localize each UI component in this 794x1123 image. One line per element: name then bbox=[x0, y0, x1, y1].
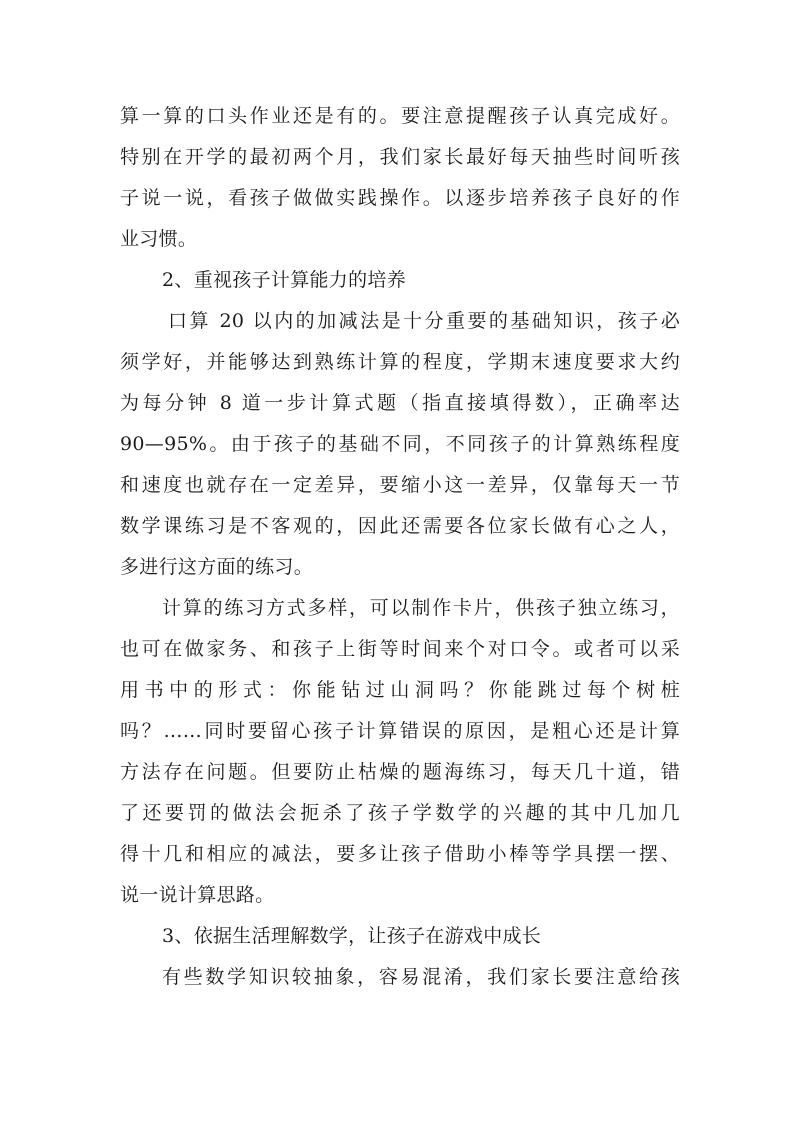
text-line: 也可在做家务、和孩子上街等时间来个对口令。或者可以采 bbox=[120, 638, 680, 660]
text-line: 口算 20 以内的加减法是十分重要的基础知识，孩子必 bbox=[168, 310, 680, 332]
text-line: 业习惯。 bbox=[120, 228, 198, 250]
text-line: 特别在开学的最初两个月，我们家长最好每天抽些时间听孩 bbox=[120, 146, 680, 168]
text-line: 说一说计算思路。 bbox=[120, 884, 275, 906]
text-line: 90—95%。由于孩子的基础不同，不同孩子的计算熟练程度 bbox=[120, 433, 680, 455]
text-line: 计算的练习方式多样，可以制作卡片，供孩子独立练习， bbox=[162, 597, 680, 619]
text-line: 数学课练习是不客观的，因此还需要各位家长做有心之人， bbox=[120, 515, 680, 537]
text-line: 多进行这方面的练习。 bbox=[120, 556, 314, 578]
text-line: 为每分钟 8 道一步计算式题（指直接填得数），正确率达 bbox=[120, 392, 680, 414]
text-line: 算一算的口头作业还是有的。要注意提醒孩子认真完成好。 bbox=[120, 105, 680, 127]
text-line: 用书中的形式：你能钻过山洞吗？你能跳过每个树桩 bbox=[120, 679, 680, 701]
section-heading: 2、重视孩子计算能力的培养 bbox=[162, 269, 406, 291]
text-line: 吗？……同时要留心孩子计算错误的原因，是粗心还是计算 bbox=[120, 720, 680, 742]
text-line: 有些数学知识较抽象，容易混淆，我们家长要注意给孩 bbox=[162, 966, 680, 988]
section-heading: 3、依据生活理解数学，让孩子在游戏中成长 bbox=[162, 925, 542, 947]
text-line: 子说一说，看孩子做做实践操作。以逐步培养孩子良好的作 bbox=[120, 187, 680, 209]
text-line: 和速度也就存在一定差异，要缩小这一差异，仅靠每天一节 bbox=[120, 474, 680, 496]
text-line: 了还要罚的做法会扼杀了孩子学数学的兴趣的其中几加几 bbox=[120, 802, 680, 824]
text-line: 方法存在问题。但要防止枯燥的题海练习，每天几十道，错 bbox=[120, 761, 680, 783]
text-line: 得十几和相应的减法，要多让孩子借助小棒等学具摆一摆、 bbox=[120, 843, 680, 865]
document-body bbox=[120, 96, 680, 998]
text-line: 须学好，并能够达到熟练计算的程度，学期末速度要求大约 bbox=[120, 351, 680, 373]
